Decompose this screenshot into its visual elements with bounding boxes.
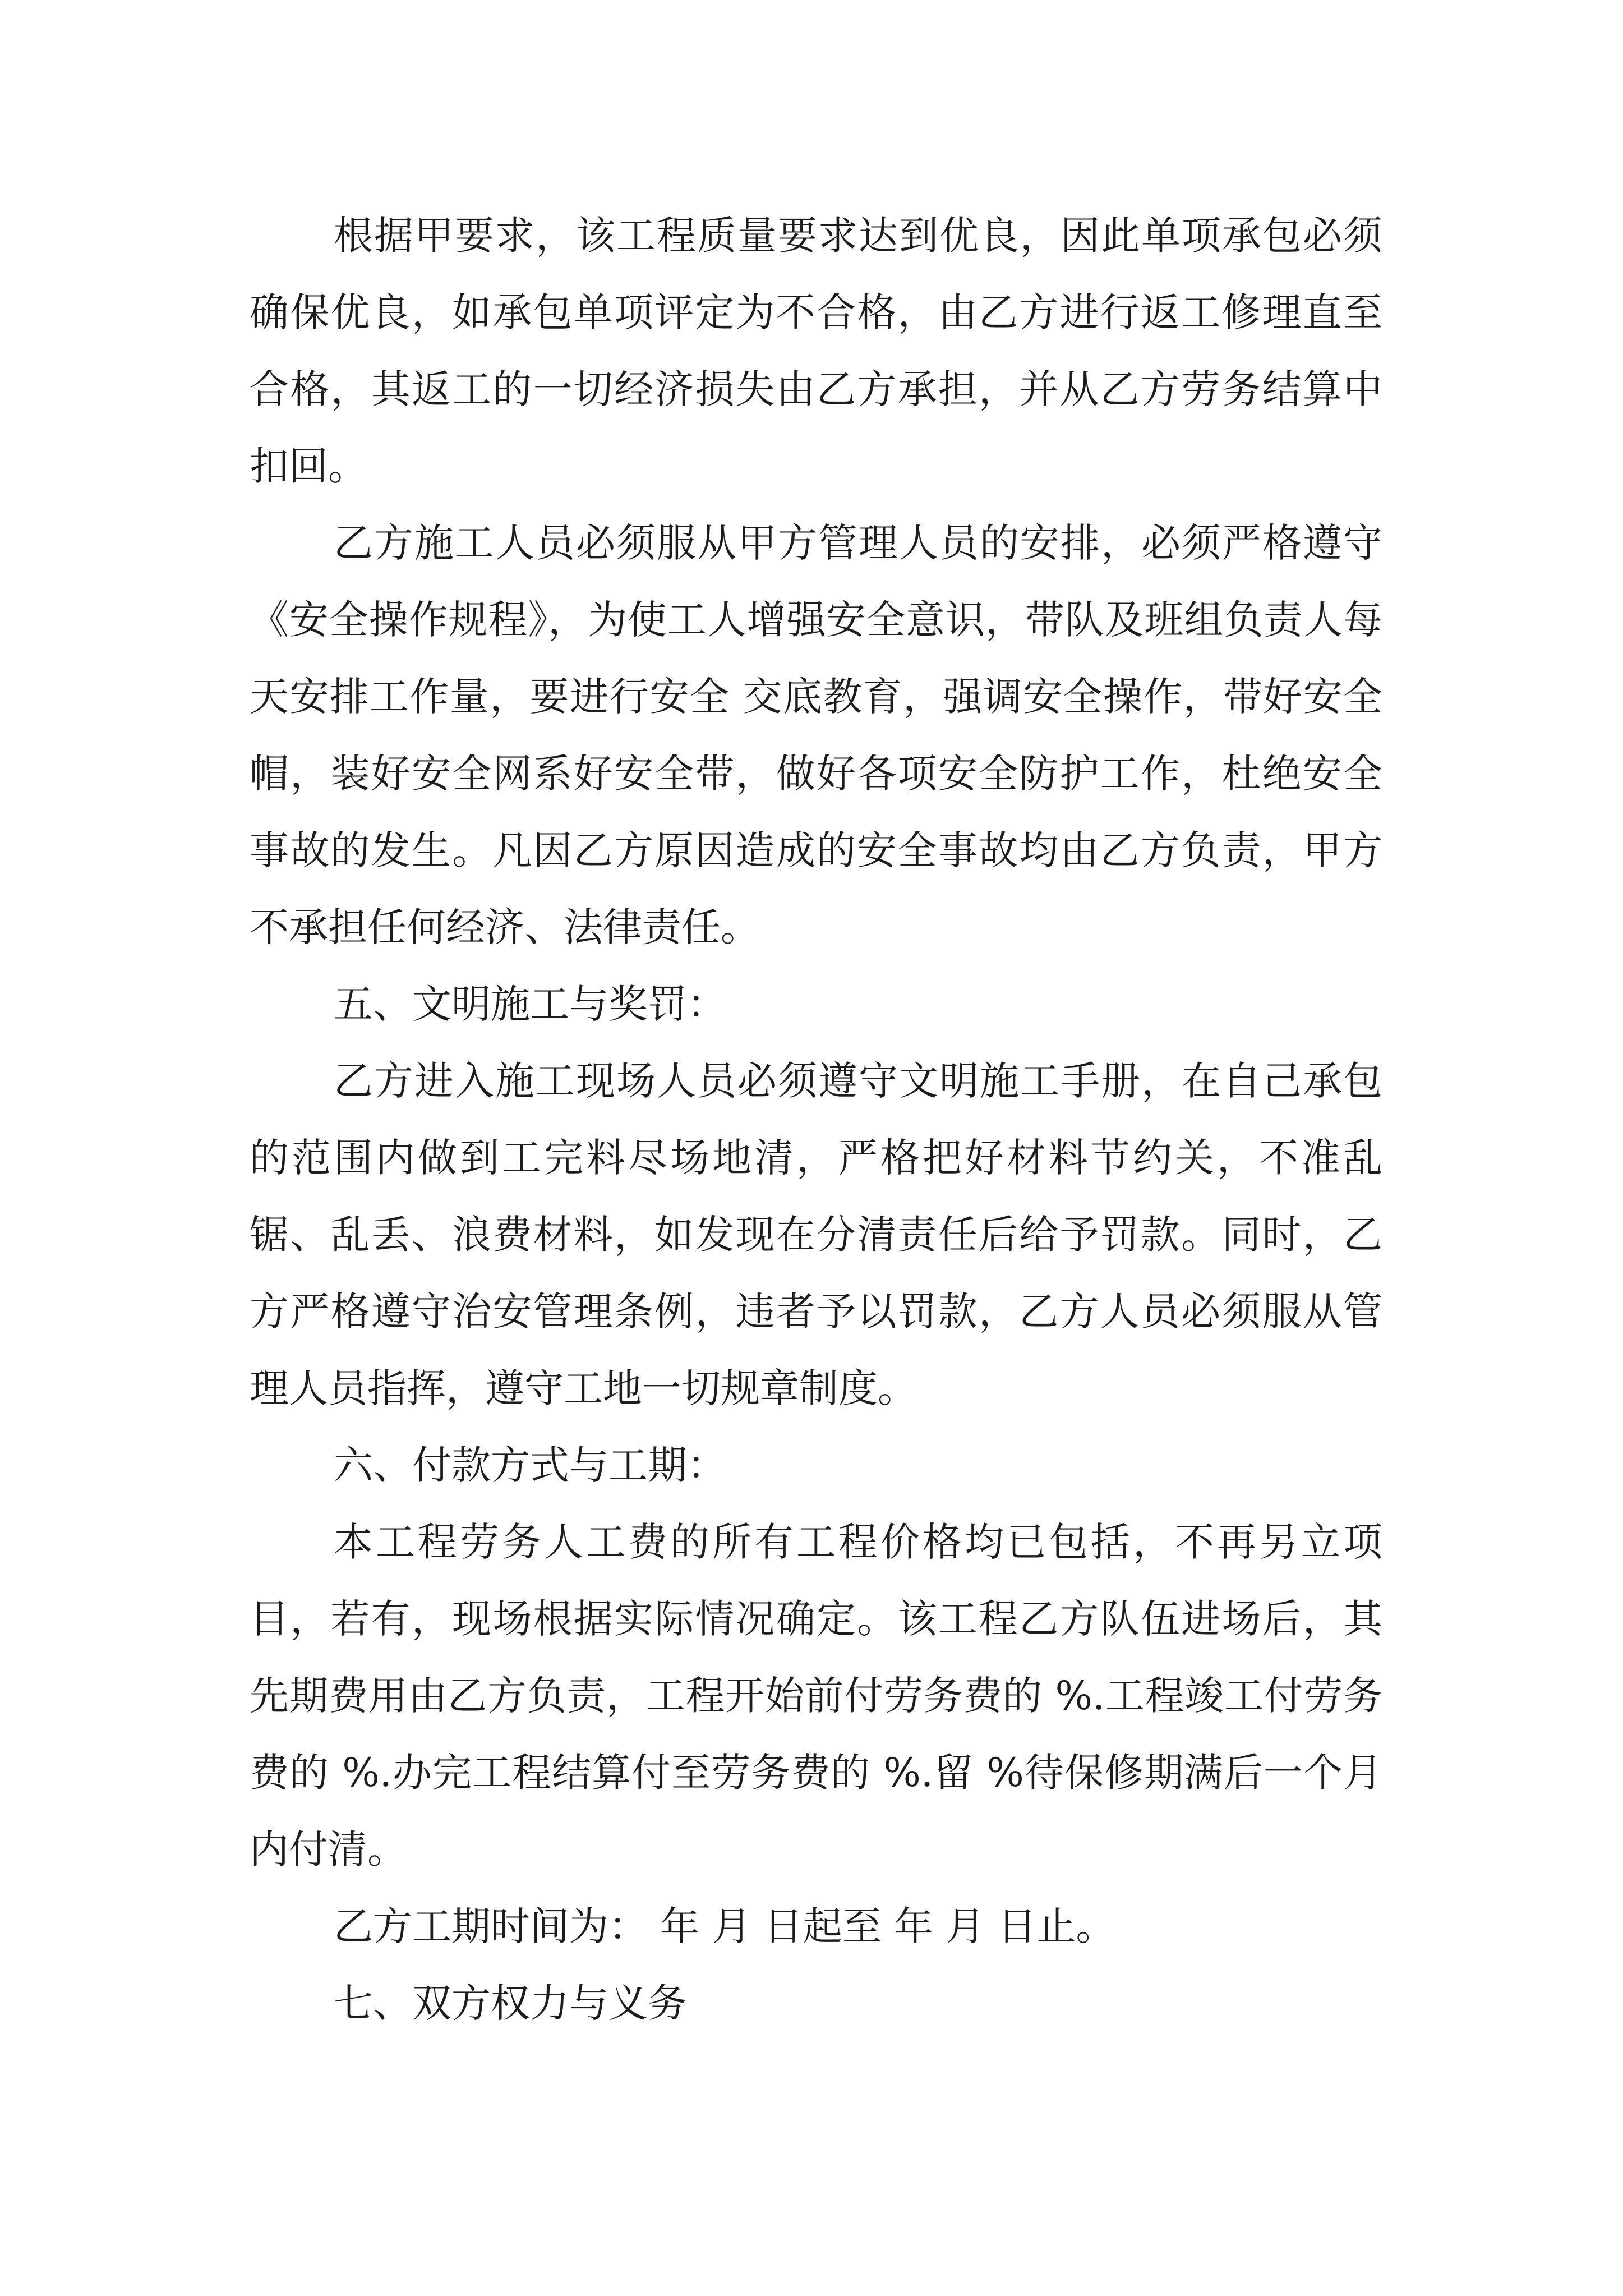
paragraph-construction-period: 乙方工期时间为： 年 月 日起至 年 月 日止。: [334, 1903, 1115, 1949]
section-heading-rights-obligations: 七、双方权力与义务: [334, 1980, 687, 2026]
document-body: [250, 197, 1382, 2042]
paragraph-civilized-construction: 乙方进入施工现场人员必须遵守文明施工手册，在自己承包的范围内做到工完料尽场地清，严格把好材料节约关，不准乱锯、乱丢、浪费材料，如发现在分清责任后给予罚款。同时，乙方严格遵守治安管理条例，违者予以罚款，乙方人员必须服从管理人员指挥，遵守工地一切规章制度。: [250, 1058, 1382, 1411]
section-heading-payment-schedule: 六、付款方式与工期：: [334, 1442, 726, 1488]
paragraph-quality-requirement: 根据甲要求，该工程质量要求达到优良，因此单项承包必须确保优良，如承包单项评定为不合格，由乙方进行返工修理直至合格，其返工的一切经济损失由乙方承担，并从乙方劳务结算中扣回。: [250, 213, 1382, 489]
paragraph-safety-rules: 乙方施工人员必须服从甲方管理人员的安排，必须严格遵守《安全操作规程》，为使工人增强安全意识，带队及班组负责人每天安排工作量，要进行安全 交底教育，强调安全操作，带好安全帽，装好安全网系好安全带，做好各项安全防护工作，杜绝安全事故的发生。凡因乙方原因造成的安全事故均由乙方负责，甲方不承担任何经济、法律责任。: [250, 520, 1382, 950]
section-heading-civilized-construction: 五、文明施工与奖罚：: [334, 981, 726, 1027]
paragraph-payment-terms: 本工程劳务人工费的所有工程价格均已包括，不再另立项目，若有，现场根据实际情况确定。该工程乙方队伍进场后，其先期费用由乙方负责，工程开始前付劳务费的 %.工程竣工付劳务费的 %.办完工程结算付至劳务费的 %.留 %待保修期满后一个月内付清。: [250, 1519, 1382, 1872]
